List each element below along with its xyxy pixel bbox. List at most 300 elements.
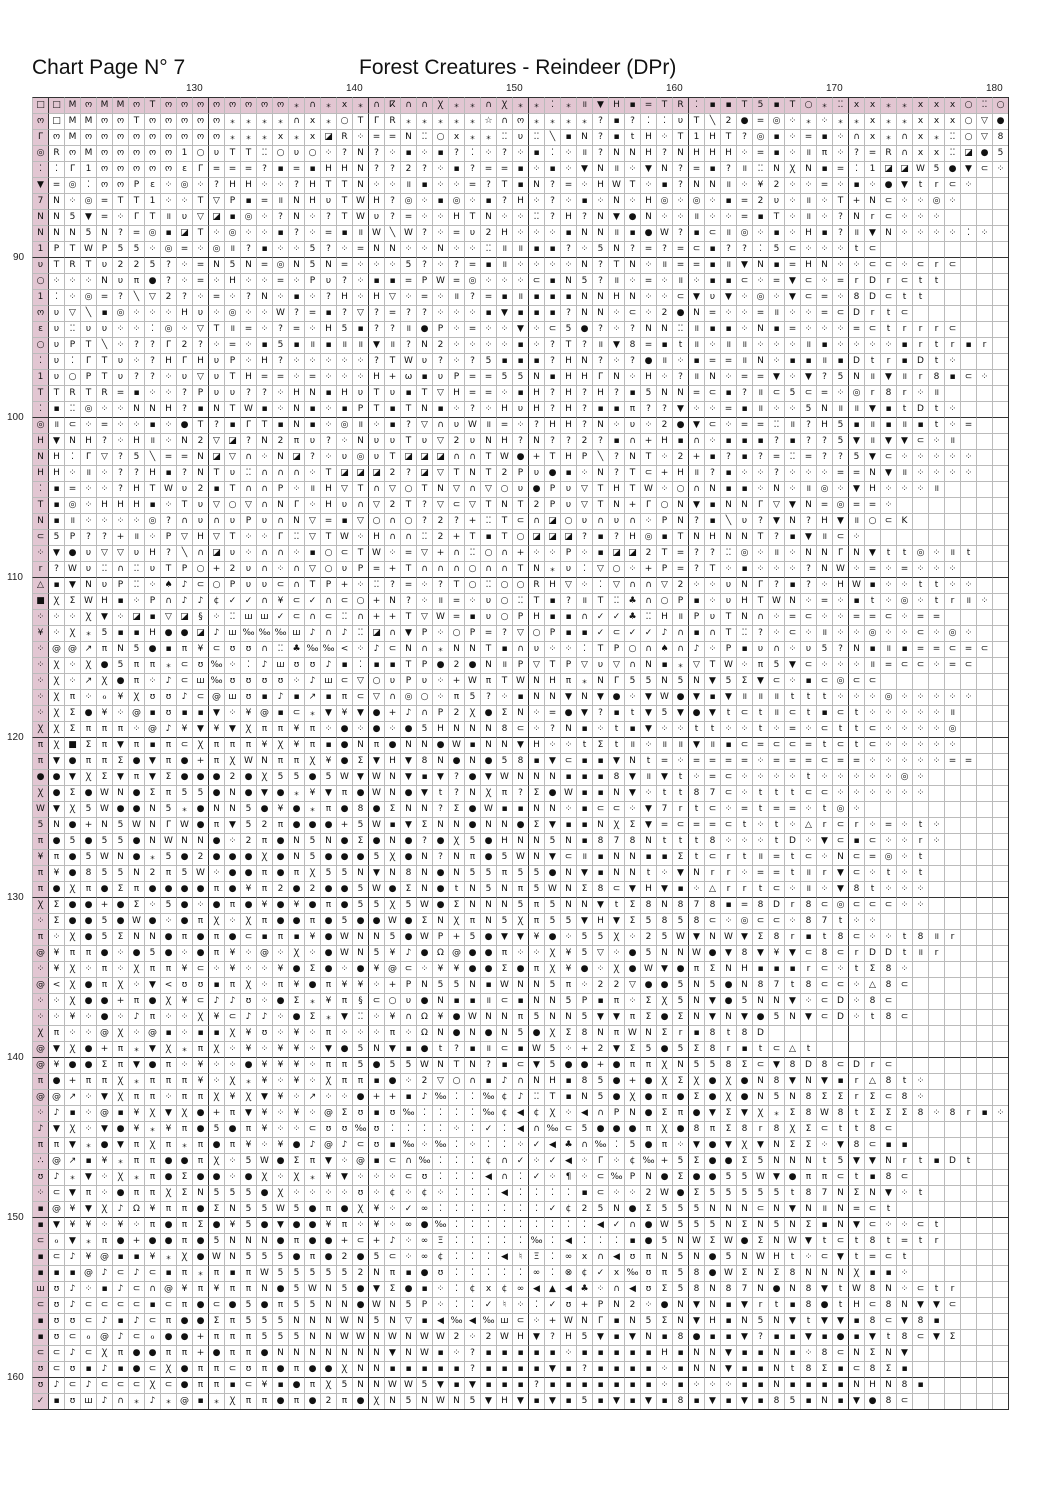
chart-cell: ▪ <box>160 225 176 241</box>
chart-cell: ⁘ <box>864 753 880 769</box>
chart-cell: ? <box>208 177 224 193</box>
chart-cell: 5 <box>768 1009 784 1025</box>
chart-cell: 2 <box>192 481 208 497</box>
chart-cell: N <box>736 529 752 545</box>
chart-cell: 5 <box>272 1265 288 1281</box>
chart-cell <box>960 257 976 273</box>
chart-cell: ▪ <box>208 481 224 497</box>
chart-cell: 5 <box>544 977 560 993</box>
chart-cell: ⁘ <box>752 465 768 481</box>
chart-cell <box>992 657 1008 673</box>
chart-cell: T <box>352 545 368 561</box>
chart-cell <box>816 1041 832 1057</box>
chart-cell: ⁘ <box>912 193 928 209</box>
chart-cell: Γ <box>240 417 256 433</box>
chart-cell: ʊ <box>560 1297 576 1313</box>
chart-cell: t <box>928 273 944 289</box>
chart-cell: ▼ <box>512 737 528 753</box>
chart-cell <box>992 849 1008 865</box>
chart-cell: ● <box>432 657 448 673</box>
chart-cell: 8 <box>720 1057 736 1073</box>
chart-cell <box>928 801 944 817</box>
chart-cell: ⁘ <box>624 273 640 289</box>
chart-cell: 2 <box>176 337 192 353</box>
chart-cell: ∩ <box>304 609 320 625</box>
chart-cell: ⁘ <box>304 1041 320 1057</box>
chart-cell: 5 <box>256 1249 272 1265</box>
chart-cell: ¥ <box>144 1201 160 1217</box>
chart-cell: ● <box>432 865 448 881</box>
chart-cell: ⁘ <box>640 417 656 433</box>
chart-cell: N <box>640 1329 656 1345</box>
chart-cell: 8 <box>720 1281 736 1297</box>
chart-cell: N <box>432 1057 448 1073</box>
chart-cell: ¥ <box>48 865 64 881</box>
chart-cell: N <box>368 1041 384 1057</box>
chart-cell: ⊂ <box>752 913 768 929</box>
chart-cell: ∩ <box>576 609 592 625</box>
chart-cell: 5 <box>272 769 288 785</box>
chart-cell: D <box>944 1153 960 1169</box>
chart-cell: H <box>528 385 544 401</box>
chart-cell: ⁘ <box>48 625 64 641</box>
chart-cell: ◎ <box>32 417 48 433</box>
chart-cell: π <box>128 769 144 785</box>
chart-cell: H <box>704 145 720 161</box>
chart-cell: Ꭓ <box>112 977 128 993</box>
chart-cell: ⁚ <box>576 641 592 657</box>
chart-cell: 5 <box>576 945 592 961</box>
chart-cell: ⁚⁚ <box>256 145 272 161</box>
chart-cell: ⁘ <box>512 945 528 961</box>
chart-cell: T <box>544 449 560 465</box>
chart-cell: 5 <box>320 865 336 881</box>
chart-cell: ∩ <box>288 577 304 593</box>
chart-cell: ● <box>240 897 256 913</box>
chart-cell: t <box>864 593 880 609</box>
chart-cell: ⊂ <box>848 865 864 881</box>
chart-cell: ● <box>96 1137 112 1153</box>
chart-cell <box>848 1025 864 1041</box>
chart-cell: R <box>64 257 80 273</box>
chart-cell: ● <box>48 1073 64 1089</box>
chart-cell: ▼ <box>768 1169 784 1185</box>
chart-cell: π <box>160 785 176 801</box>
chart-cell: ? <box>544 1329 560 1345</box>
chart-cell <box>976 785 992 801</box>
chart-cell: ? <box>464 1345 480 1361</box>
chart-cell: Ꭓ <box>64 961 80 977</box>
chart-cell: N <box>272 497 288 513</box>
chart-cell: ∩ <box>384 689 400 705</box>
chart-cell: r <box>736 881 752 897</box>
chart-cell: ● <box>288 1217 304 1233</box>
chart-cell: ? <box>272 209 288 225</box>
chart-cell: π <box>144 1009 160 1025</box>
chart-cell: ● <box>160 1153 176 1169</box>
chart-cell: N <box>880 225 896 241</box>
chart-cell: ⁘ <box>720 369 736 385</box>
chart-cell: ॥ <box>768 305 784 321</box>
chart-cell: t <box>912 849 928 865</box>
chart-cell: N <box>608 785 624 801</box>
chart-cell: ● <box>80 1041 96 1057</box>
chart-cell: ¥ <box>272 593 288 609</box>
chart-cell: ⁘ <box>560 929 576 945</box>
chart-cell: ⁘ <box>816 1137 832 1153</box>
chart-cell: π <box>224 737 240 753</box>
chart-cell: ▪ <box>560 1393 576 1409</box>
chart-cell: ▪ <box>480 305 496 321</box>
chart-cell: ॥ <box>656 353 672 369</box>
chart-cell: ● <box>208 769 224 785</box>
chart-cell: ⁚ <box>464 1089 480 1105</box>
chart-cell: ⁚⁚ <box>352 625 368 641</box>
chart-cell: T <box>48 385 64 401</box>
chart-cell: P <box>320 577 336 593</box>
chart-cell: ▪ <box>320 305 336 321</box>
chart-cell <box>976 1137 992 1153</box>
chart-cell: ⁘ <box>816 321 832 337</box>
chart-cell: ო <box>112 145 128 161</box>
chart-cell: Γ <box>288 497 304 513</box>
chart-cell: ‰ <box>416 1153 432 1169</box>
chart-cell <box>912 1137 928 1153</box>
chart-cell: ? <box>464 161 480 177</box>
chart-cell: H <box>96 593 112 609</box>
chart-cell: ‰ <box>272 625 288 641</box>
chart-cell: 5 <box>656 929 672 945</box>
chart-cell <box>992 1201 1008 1217</box>
chart-cell: 5 <box>240 801 256 817</box>
chart-cell: 5 <box>736 1169 752 1185</box>
chart-cell: N <box>352 737 368 753</box>
chart-cell: P <box>416 625 432 641</box>
chart-cell: ♪ <box>64 1281 80 1297</box>
chart-cell <box>960 1281 976 1297</box>
chart-cell: ო <box>224 97 240 113</box>
chart-cell <box>992 513 1008 529</box>
chart-cell: 2 <box>640 545 656 561</box>
chart-cell: π <box>208 881 224 897</box>
chart-cell: ⊂ <box>800 785 816 801</box>
chart-cell: ⁘ <box>240 353 256 369</box>
chart-cell: ⁚ <box>528 1201 544 1217</box>
chart-cell: Σ <box>176 1185 192 1201</box>
chart-cell: ¥ <box>320 1217 336 1233</box>
chart-cell: ▪ <box>400 145 416 161</box>
chart-cell <box>960 1297 976 1313</box>
chart-cell: N <box>432 1025 448 1041</box>
chart-cell: ◎ <box>736 545 752 561</box>
chart-cell <box>944 1185 960 1201</box>
chart-cell: ⊂ <box>896 977 912 993</box>
chart-cell: ⁘ <box>832 129 848 145</box>
chart-cell <box>944 1377 960 1393</box>
chart-cell: N <box>464 897 480 913</box>
chart-cell <box>976 769 992 785</box>
chart-cell: ? <box>800 577 816 593</box>
chart-cell <box>928 993 944 1009</box>
chart-cell: ? <box>160 257 176 273</box>
chart-cell: ⁚ <box>32 401 48 417</box>
chart-cell: ⁘ <box>896 961 912 977</box>
chart-cell: ▼ <box>608 753 624 769</box>
chart-cell <box>976 673 992 689</box>
chart-cell: ● <box>768 1281 784 1297</box>
chart-cell: ⊂ <box>912 1329 928 1345</box>
chart-cell: N <box>752 1089 768 1105</box>
chart-cell: ⁚ <box>432 1121 448 1137</box>
chart-cell: ⁘ <box>128 321 144 337</box>
chart-cell: ⁎ <box>560 113 576 129</box>
chart-cell: υ <box>464 433 480 449</box>
chart-cell: ▪ <box>976 1105 992 1121</box>
chart-cell <box>976 1153 992 1169</box>
chart-cell: N <box>544 993 560 1009</box>
chart-cell: ▪ <box>784 1329 800 1345</box>
chart-cell: N <box>528 673 544 689</box>
row-number: 150 <box>7 1212 24 1223</box>
chart-cell: T <box>224 401 240 417</box>
chart-cell: 5 <box>560 993 576 1009</box>
chart-cell: υ <box>512 129 528 145</box>
chart-cell: △ <box>864 977 880 993</box>
chart-cell: ⁘ <box>128 305 144 321</box>
chart-cell <box>976 1265 992 1281</box>
chart-cell <box>976 1169 992 1185</box>
chart-cell: = <box>784 801 800 817</box>
chart-cell: ▼ <box>48 1041 64 1057</box>
chart-cell: ▼ <box>720 1345 736 1361</box>
chart-cell: ⊂ <box>784 705 800 721</box>
chart-cell: + <box>368 1089 384 1105</box>
chart-cell: ✓ <box>624 625 640 641</box>
chart-cell: ▼ <box>784 273 800 289</box>
chart-cell: ∩ <box>640 593 656 609</box>
chart-cell: ⁘ <box>736 769 752 785</box>
chart-cell: ▽ <box>192 369 208 385</box>
chart-cell: ▼ <box>832 1313 848 1329</box>
chart-cell: ▪ <box>512 305 528 321</box>
chart-cell: N <box>528 177 544 193</box>
chart-cell: ⁘ <box>480 145 496 161</box>
chart-cell: ⁘ <box>80 497 96 513</box>
chart-cell: ● <box>272 993 288 1009</box>
chart-cell: π <box>224 1281 240 1297</box>
chart-cell: ○ <box>64 369 80 385</box>
chart-cell: ▪ <box>848 1329 864 1345</box>
chart-cell <box>992 1361 1008 1377</box>
chart-cell: r <box>864 305 880 321</box>
chart-cell: ▪ <box>528 1361 544 1377</box>
chart-cell: ⁘ <box>928 465 944 481</box>
chart-cell: π <box>160 961 176 977</box>
chart-cell: 5 <box>80 801 96 817</box>
chart-cell: ⁚ <box>64 449 80 465</box>
chart-cell: ⁘ <box>384 257 400 273</box>
chart-cell: N <box>784 1009 800 1025</box>
chart-cell: Σ <box>720 1105 736 1121</box>
chart-cell: + <box>208 1105 224 1121</box>
chart-cell: ▪ <box>528 1345 544 1361</box>
chart-cell: N <box>464 977 480 993</box>
chart-cell: ▪ <box>768 257 784 273</box>
chart-cell: ⁎ <box>448 113 464 129</box>
chart-cell: π <box>752 657 768 673</box>
chart-cell: ⁘ <box>528 545 544 561</box>
chart-cell: Ꭓ <box>64 801 80 817</box>
chart-cell: 5 <box>592 929 608 945</box>
chart-cell: ⁘ <box>176 1009 192 1025</box>
chart-cell: ▪ <box>192 705 208 721</box>
chart-cell: υ <box>208 369 224 385</box>
chart-cell: 5 <box>832 433 848 449</box>
chart-cell: = <box>768 801 784 817</box>
chart-cell: H <box>320 497 336 513</box>
chart-cell: ▪ <box>512 385 528 401</box>
chart-cell: ⁘ <box>640 785 656 801</box>
chart-cell: Ꭓ <box>496 97 512 113</box>
chart-cell: W <box>256 1265 272 1281</box>
chart-cell: ⁘ <box>672 753 688 769</box>
chart-cell: ▽ <box>352 673 368 689</box>
chart-cell: ო <box>112 129 128 145</box>
chart-cell: ▽ <box>560 577 576 593</box>
chart-cell: ● <box>704 945 720 961</box>
chart-cell: N <box>32 209 48 225</box>
chart-cell: ⁘ <box>112 417 128 433</box>
chart-cell: W <box>656 689 672 705</box>
chart-cell <box>944 1361 960 1377</box>
chart-cell: ● <box>480 753 496 769</box>
chart-cell: W <box>240 401 256 417</box>
chart-cell: Ꭓ <box>48 593 64 609</box>
chart-cell: ◎ <box>224 305 240 321</box>
chart-cell: = <box>688 753 704 769</box>
chart-cell: ⁘ <box>896 1265 912 1281</box>
chart-cell: ⁘ <box>752 545 768 561</box>
chart-cell: N <box>48 225 64 241</box>
chart-cell: ⊂ <box>304 1121 320 1137</box>
chart-cell: ● <box>368 801 384 817</box>
chart-cell: ▪ <box>464 737 480 753</box>
chart-cell: ▪ <box>656 529 672 545</box>
chart-cell: ▪ <box>160 465 176 481</box>
chart-cell: ● <box>320 1249 336 1265</box>
chart-cell: t <box>928 401 944 417</box>
chart-cell: ● <box>624 209 640 225</box>
chart-cell: ॥ <box>272 193 288 209</box>
chart-cell: @ <box>96 1025 112 1041</box>
chart-cell <box>960 977 976 993</box>
chart-cell: ⁎ <box>480 129 496 145</box>
chart-cell: ⁚ <box>544 145 560 161</box>
chart-cell: Ꭓ <box>256 769 272 785</box>
chart-cell: = <box>640 241 656 257</box>
chart-cell: ? <box>416 161 432 177</box>
chart-cell: ¢ <box>496 1281 512 1297</box>
chart-cell: ¥ <box>336 705 352 721</box>
chart-cell: = <box>688 817 704 833</box>
chart-cell: N <box>624 257 640 273</box>
chart-cell <box>976 177 992 193</box>
chart-cell: ● <box>64 897 80 913</box>
chart-cell: ॥ <box>704 737 720 753</box>
chart-cell: t <box>960 545 976 561</box>
chart-cell: ⁘ <box>288 545 304 561</box>
chart-cell: ▪ <box>576 753 592 769</box>
chart-cell: ⁘ <box>224 1169 240 1185</box>
chart-cell: π <box>32 881 48 897</box>
chart-cell: ▼ <box>256 1089 272 1105</box>
chart-cell: ? <box>624 321 640 337</box>
chart-cell: ▪ <box>592 993 608 1009</box>
chart-cell: = <box>96 209 112 225</box>
chart-cell: ⁚⁚ <box>336 609 352 625</box>
chart-cell: ◀ <box>432 1313 448 1329</box>
chart-cell: ♪ <box>80 1377 96 1393</box>
chart-cell: T <box>512 561 528 577</box>
chart-cell: ⁘ <box>784 545 800 561</box>
chart-cell: 5 <box>672 1217 688 1233</box>
chart-cell: = <box>784 257 800 273</box>
chart-cell <box>928 241 944 257</box>
chart-cell: ¥ <box>768 945 784 961</box>
chart-cell: ⁘ <box>784 881 800 897</box>
chart-cell: 5 <box>592 1089 608 1105</box>
chart-cell <box>960 193 976 209</box>
chart-cell: ⊂ <box>608 801 624 817</box>
chart-cell: ◪ <box>176 225 192 241</box>
chart-cell: § <box>192 609 208 625</box>
chart-cell: ● <box>704 1073 720 1089</box>
chart-cell: ¥ <box>384 1009 400 1025</box>
chart-cell: ▪ <box>128 625 144 641</box>
chart-cell: ⊂ <box>288 609 304 625</box>
chart-cell: ⁘ <box>448 353 464 369</box>
chart-cell: ▪ <box>768 321 784 337</box>
chart-cell: ? <box>432 353 448 369</box>
chart-cell: ♪ <box>224 993 240 1009</box>
chart-cell: υ <box>176 369 192 385</box>
chart-cell: r <box>928 1233 944 1249</box>
chart-cell: 5 <box>352 1041 368 1057</box>
chart-cell: π <box>128 657 144 673</box>
chart-cell: ▪ <box>368 657 384 673</box>
chart-cell: 5 <box>320 1265 336 1281</box>
chart-cell: ⁘ <box>272 289 288 305</box>
chart-cell: ¥ <box>96 1153 112 1169</box>
chart-cell: T <box>192 193 208 209</box>
chart-cell: ♪ <box>144 1393 160 1409</box>
chart-cell <box>944 1025 960 1041</box>
chart-cell: ▼ <box>704 1009 720 1025</box>
chart-cell: H <box>640 369 656 385</box>
chart-cell: N <box>352 865 368 881</box>
chart-cell: N <box>528 689 544 705</box>
chart-cell: ▪ <box>464 609 480 625</box>
chart-cell: ⁚ <box>48 289 64 305</box>
chart-cell: ▽ <box>416 417 432 433</box>
chart-cell: ¥ <box>128 1105 144 1121</box>
chart-cell: ▼ <box>896 177 912 193</box>
chart-cell: ▼ <box>784 657 800 673</box>
chart-cell <box>960 881 976 897</box>
chart-cell: N <box>304 385 320 401</box>
chart-cell: R <box>528 577 544 593</box>
chart-cell: ▪ <box>432 145 448 161</box>
